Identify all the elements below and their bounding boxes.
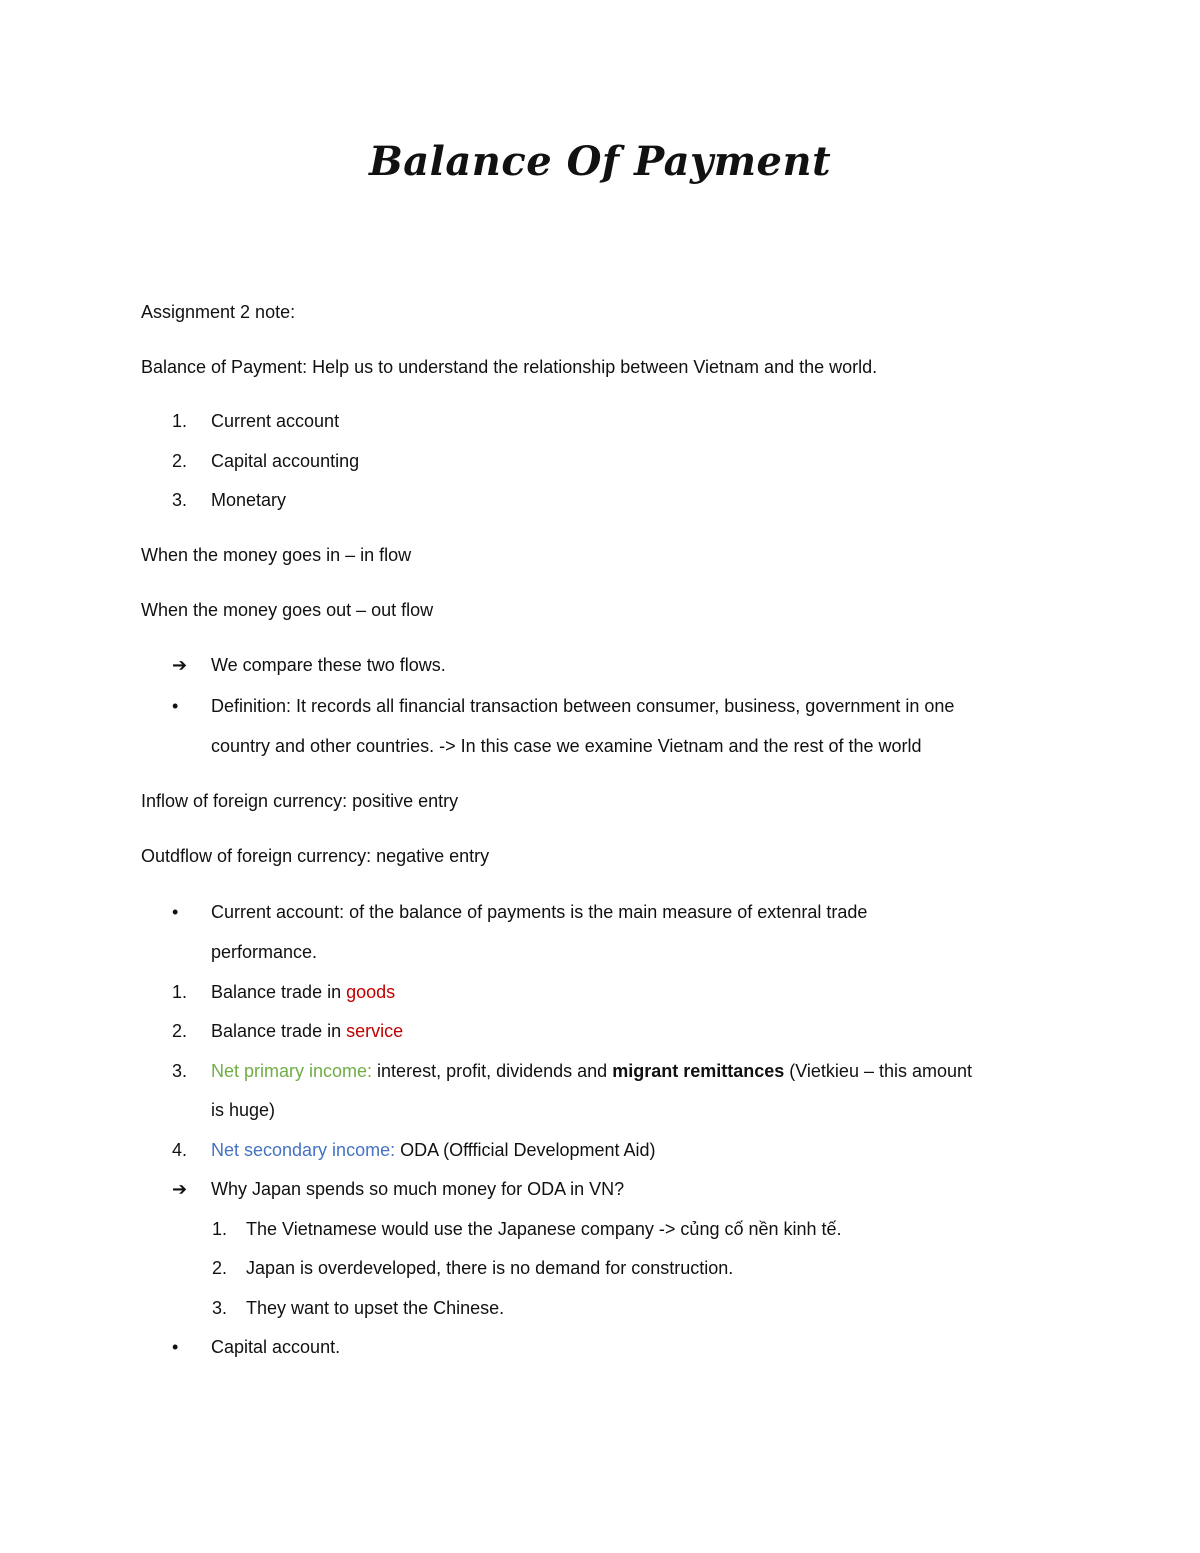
list-number: 3. [172, 1061, 188, 1081]
list-item-text: Balance trade in [211, 1021, 347, 1041]
list-number: 3. [212, 1298, 228, 1318]
outflow-entry: Outdflow of foreign currency: negative entry [141, 846, 490, 866]
assignment-label: Assignment 2 note: [141, 302, 296, 322]
list-item-text: Balance trade in [211, 982, 347, 1002]
list-item: Current account [211, 411, 340, 431]
list-item-continuation: is huge) [211, 1100, 276, 1120]
list-item [211, 1138, 656, 1162]
bullet-icon: • [172, 902, 179, 922]
current-account-line-1: Current account: of the balance of payments is the main measure of extenral trade [211, 902, 868, 922]
arrow-right-icon: ➔ [172, 1179, 188, 1199]
service-highlight: service [346, 1021, 404, 1041]
list-item: Capital accounting [211, 451, 360, 471]
current-account-line-2: performance. [211, 942, 318, 962]
arrow-right-icon: ➔ [172, 655, 188, 675]
bullet-icon: • [172, 696, 179, 716]
list-item-text: (Vietkieu – this amount [784, 1061, 973, 1081]
list-number: 1. [212, 1219, 228, 1239]
inflow-line: When the money goes in – in flow [141, 545, 412, 565]
goods-highlight: goods [346, 982, 396, 1002]
list-item [211, 1019, 403, 1043]
capital-account-text: Capital account. [211, 1337, 341, 1357]
list-number: 1. [172, 411, 188, 431]
definition-line-1: Definition: It records all financial transaction between consumer, business, government in one [211, 696, 955, 716]
list-item: The Vietnamese would use the Japanese company -> củng cố nền kinh tế. [246, 1219, 842, 1239]
japan-oda-question: Why Japan spends so much money for ODA in VN? [211, 1179, 625, 1199]
secondary-income-highlight: Net secondary income: [211, 1140, 396, 1160]
list-number: 2. [212, 1258, 228, 1278]
list-item: Monetary [211, 490, 287, 510]
list-item: They want to upset the Chinese. [246, 1298, 505, 1318]
definition-line-2: country and other countries. -> In this case we examine Vietnam and the rest of the world [211, 736, 922, 756]
list-number: 2. [172, 1021, 188, 1041]
inflow-entry: Inflow of foreign currency: positive entry [141, 791, 459, 811]
list-number: 2. [172, 451, 188, 471]
list-number: 3. [172, 490, 188, 510]
primary-income-highlight: Net primary income: [211, 1061, 373, 1081]
list-number: 4. [172, 1140, 188, 1160]
list-item [211, 1059, 972, 1083]
list-item-text: interest, profit, dividends and [372, 1061, 613, 1081]
migrant-remittances-bold: migrant remittances [612, 1061, 785, 1081]
bop-intro: Balance of Payment: Help us to understand the relationship between Vietnam and the world. [141, 357, 878, 377]
compare-flows-text: We compare these two flows. [211, 655, 446, 675]
list-number: 1. [172, 982, 188, 1002]
list-item [211, 980, 395, 1004]
list-item: Japan is overdeveloped, there is no demand for construction. [246, 1258, 734, 1278]
bullet-icon: • [172, 1337, 179, 1357]
outflow-line: When the money goes out – out flow [141, 600, 434, 620]
list-item-text: ODA (Offficial Development Aid) [395, 1140, 656, 1160]
page-title: Balance Of Payment [368, 138, 832, 185]
